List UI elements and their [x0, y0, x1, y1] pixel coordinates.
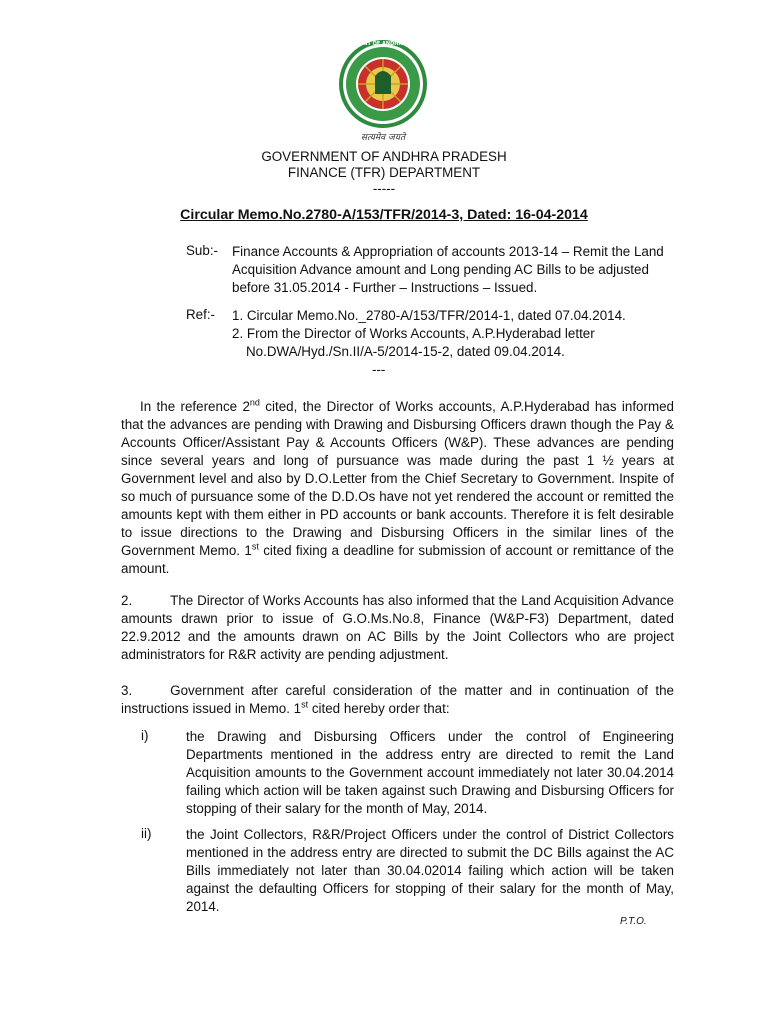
subject-label: Sub:-: [186, 243, 219, 258]
reference-2-continued: No.DWA/Hyd./Sn.II/A-5/2014-15-2, dated 09.04.2014.: [246, 344, 565, 359]
reference-2: 2. From the Director of Works Accounts, A.P.Hyderabad letter: [232, 326, 595, 341]
andhra-pradesh-emblem: [330, 36, 436, 148]
government-name: GOVERNMENT OF ANDHRA PRADESH: [261, 149, 507, 164]
paragraph-2-number: 2.: [121, 593, 133, 608]
reference-separator: ---: [372, 362, 386, 377]
reference-list: [232, 307, 672, 361]
emblem-motto: सत्यमेव जयते: [360, 133, 406, 143]
paragraph-2: 2. The Director of Works Accounts has also informed that the Land Acquisition Advance amounts drawn prior to issue of G.O.Ms.No.8, Finance (W&P-F3) Department, dated 22.9.2012 and the amounts drawn on AC Bills by the Joint Collectors who are project administrators for R&R activity are pending adjustment.: [121, 593, 674, 662]
memo-title: Circular Memo.No.2780-A/153/TFR/2014-3, Dated: 16-04-2014: [180, 207, 588, 223]
reference-1: 1. Circular Memo.No._2780-A/153/TFR/2014-1, dated 07.04.2014.: [232, 308, 626, 323]
order-item-2-text: the Joint Collectors, R&R/Project Officers under the control of District Collectors mentioned in the address entry are directed to submit the DC Bills against the AC Bills immediately not later than 30.04.02014 failing which action will be taken against the defaulting Officers for stopping of their salary for the month of May, 2014.: [186, 827, 674, 914]
reference-label: Ref:-: [186, 307, 216, 322]
order-item-1-text: the Drawing and Disbursing Officers under the control of Engineering Departments mentioned in the address entry are directed to remit the Land Acquisition amounts to the Government account immediately not later 30.04.2014 failing which action will be taken against such Drawing and Disbursing Officers for stopping of their salary for the month of May, 2014.: [186, 729, 674, 816]
order-item-2-number: ii): [141, 826, 152, 841]
header-divider: -----: [372, 181, 396, 196]
order-item-1-number: i): [141, 728, 149, 743]
subject-text: Finance Accounts & Appropriation of accounts 2013-14 – Remit the Land Acquisition Advance amount and Long pending AC Bills to be adjusted before 31.05.2014 - Further – Instructions – Issued.: [232, 244, 664, 295]
emblem-ring-text: GOVERNMENT OF ANDHRA PRADESH: [331, 41, 435, 47]
paragraph-3-number: 3.: [121, 683, 133, 698]
please-turn-over: P.T.O.: [620, 916, 647, 927]
paragraph-3: 3. Government after careful consideration of the matter and in continuation of the instructions issued in Memo. 1st cited hereby order that:: [121, 683, 674, 716]
paragraph-1: In the reference 2nd cited, the Director of Works accounts, A.P.Hyderabad has informed that the advances are pending with Drawing and Disbursing Officers drawn though the Pay & Accounts Officer/Assistant Pay & Accounts Officers (W&P). These advances are pending since several years and long of pursuance was made during the past 1 ½ years at Government level and also by D.O.Letter from the Chief Secretary to Government. Inspite of so much of pursuance some of the D.D.Os have not yet rendered the account or remitted the amounts kept with them either in PD accounts or bank accounts. Therefore it is felt desirable to issue directions to the Drawing and Disbursing Officers in the similar lines of the Government Memo. 1st cited fixing a deadline for submission of account or remittance of the amount.: [121, 397, 674, 576]
department-name: FINANCE (TFR) DEPARTMENT: [287, 165, 481, 180]
